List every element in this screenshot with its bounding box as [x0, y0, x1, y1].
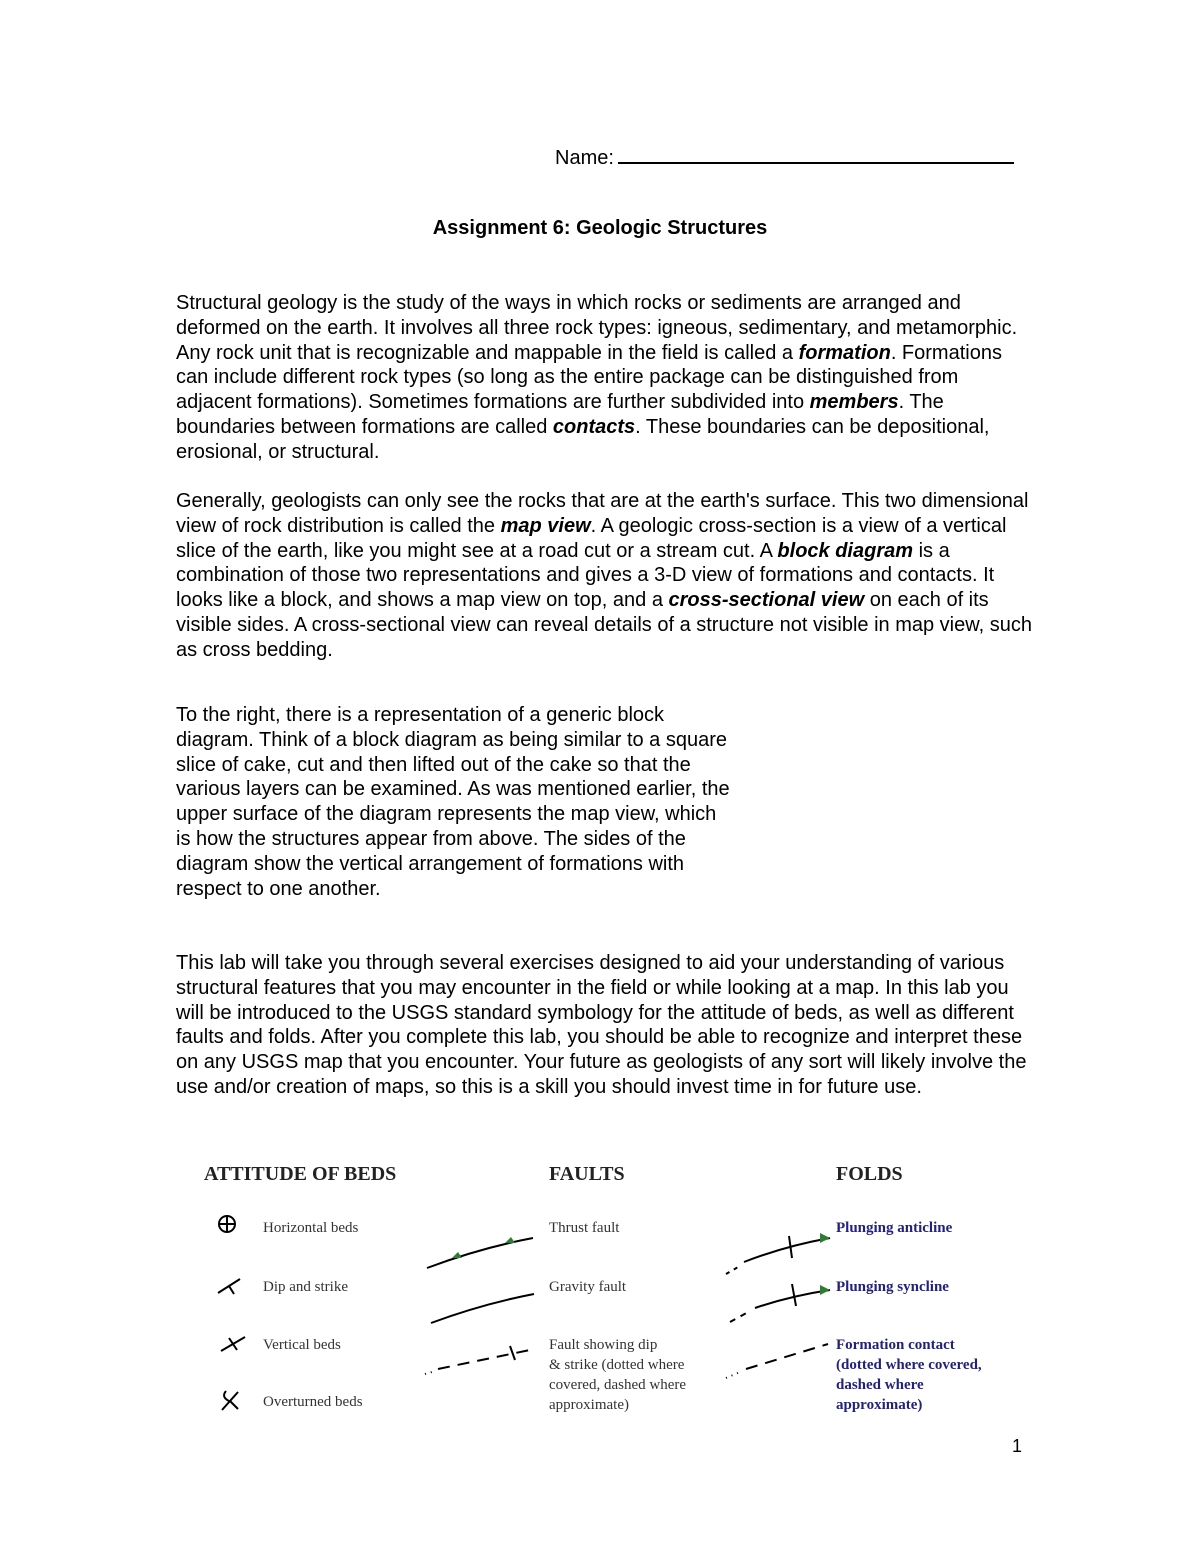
paragraph-map-view: [176, 489, 1036, 663]
legend-heading-faults: FAULTS: [549, 1163, 625, 1185]
fault-dip-strike-line-4: approximate): [549, 1397, 629, 1413]
paragraph-lab-intro: This lab will take you through several exercises designed to aid your understanding of various structural features that you may encounter in the field or while looking at a map. In this lab you will be introduced to the USGS standard symbology for the attitude of beds, as well as different faults and folds. After you complete this lab, you should be able to recognize and interpret these on any USGS map that you encounter. Your future as geologists of any sort will likely involve the use and/or creation of maps, so this is a skill you should invest time in for future use.: [176, 952, 1027, 1098]
legend-label-dip-strike: Dip and strike: [263, 1279, 348, 1295]
term-map-view: map view: [500, 514, 591, 537]
legend-label-plunging-syncline: Plunging syncline: [836, 1279, 949, 1295]
name-label: Name:: [555, 147, 614, 169]
contact-line-4: approximate): [836, 1397, 923, 1413]
plunging-anticline-icon: [726, 1233, 830, 1274]
thrust-fault-icon: [427, 1237, 533, 1268]
paragraph-structural-geology: [176, 291, 1036, 465]
legend-label-fault-dip-strike: [549, 1335, 686, 1415]
thrust-tooth-icon-1: [452, 1252, 462, 1258]
vertical-beds-icon: [221, 1337, 245, 1351]
fault-dip-strike-line-2: & strike (dotted where: [549, 1357, 685, 1373]
legend-label-formation-contact: [836, 1335, 982, 1415]
legend-heading-folds: FOLDS: [836, 1163, 903, 1185]
page-number: 1: [1012, 1436, 1023, 1456]
p1-text-3: . The boundaries between formations are called: [176, 391, 944, 438]
term-contacts: contacts: [552, 415, 636, 438]
legend-label-plunging-anticline: Plunging anticline: [836, 1220, 953, 1236]
gravity-fault-icon: [431, 1294, 534, 1323]
horizontal-beds-icon: [219, 1216, 235, 1232]
term-formation: formation: [798, 341, 891, 364]
name-blank-line: [618, 142, 1014, 164]
contact-line-1: Formation contact: [836, 1337, 955, 1353]
fault-dip-strike-line-1: Fault showing dip: [549, 1337, 658, 1353]
formation-contact-icon: [726, 1344, 828, 1378]
term-block-diagram: block diagram: [777, 539, 914, 562]
legend-label-gravity-fault: Gravity fault: [549, 1279, 627, 1295]
page-title: Assignment 6: Geologic Structures: [432, 217, 768, 239]
overturned-beds-icon: [222, 1391, 238, 1410]
fault-dip-strike-line-3: covered, dashed where: [549, 1377, 687, 1393]
name-field: [555, 142, 1014, 170]
term-cross-sectional-view: cross-sectional view: [668, 589, 865, 612]
plunging-syncline-icon: [730, 1284, 830, 1322]
legend-heading-attitude: ATTITUDE OF BEDS: [204, 1163, 397, 1185]
legend-label-thrust-fault: Thrust fault: [549, 1220, 620, 1236]
p1-text-4: . These boundaries can be depositional, erosional, or structural.: [176, 415, 990, 463]
contact-line-2: (dotted where covered,: [836, 1357, 982, 1373]
contact-line-3: dashed where: [836, 1377, 924, 1393]
thrust-tooth-icon-2: [505, 1237, 515, 1243]
p2-text-4: on each of its visible sides. A cross-sectional view can reveal details of a structure not visible in map view, such as cross bedding.: [176, 589, 1032, 661]
legend-label-overturned-beds: Overturned beds: [263, 1394, 363, 1410]
p1-text-1: Structural geology is the study of the ways in which rocks or sediments are arranged and deformed on the earth. It involves all three rock types: igneous, sedimentary, and metamorphic. Any rock unit that is recognizable and mappable in the field is called a: [176, 292, 1018, 364]
p2-text-1: Generally, geologists can only see the rocks that are at the earth's surface. This two dimensional view of rock distribution is called the: [176, 490, 1029, 537]
p1-text-2: . Formations can include different rock types (so long as the entire package can be distinguished from adjacent formations). Sometimes formations are further subdivided into: [176, 341, 1002, 414]
legend-label-vertical-beds: Vertical beds: [263, 1337, 341, 1353]
p2-text-3: is a combination of those two representations and gives a 3-D view of formations and contacts. It looks like a block, and shows a map view on top, and a: [176, 539, 995, 612]
fault-dip-strike-icon: [425, 1346, 530, 1374]
p2-text-2: . A geologic cross-section is a view of a vertical slice of the earth, like you might see at a road cut or a stream cut. A: [176, 514, 1007, 562]
legend-label-horizontal-beds: Horizontal beds: [263, 1220, 359, 1236]
dip-strike-icon: [218, 1279, 240, 1294]
paragraph-block-diagram: To the right, there is a representation of a generic block diagram. Think of a block diagram as being similar to a square slice of cake, cut and then lifted out of the cake so that the various layers can be examined. As was mentioned earlier, the upper surface of the diagram represents the map view, which is how the structures appear from above. The sides of the diagram show the vertical arrangement of formations with respect to one another.: [176, 704, 730, 900]
term-members: members: [809, 391, 899, 414]
